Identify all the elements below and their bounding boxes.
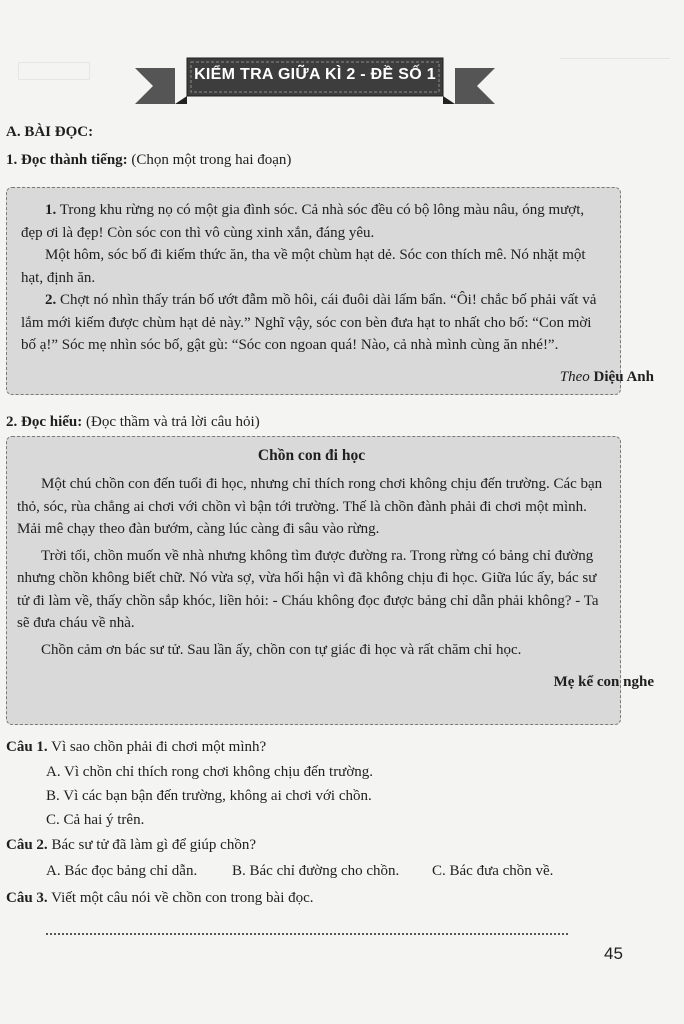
passage-paragraph: 2. Chợt nó nhìn thấy trán bố ướt đẫm mồ hôi, cái đuôi dài lấm bẩn. “Ôi! chắc bố phải vất vả lắm mới kiếm được chùm hạt dẻ này.” Nghĩ vậy, sóc con bèn đưa hạt to nhất cho bố: “Con mời bố ạ!” Sóc mẹ nhìn sóc bố, gật gù: “Sóc con ngoan quá! Nào, cả nhà mình cùng ăn nhé!”.: [21, 292, 597, 353]
passage-paragraph: 1. Trong khu rừng nọ có một gia đình sóc. Cả nhà sóc đều có bộ lông màu nâu, óng mượt, đẹp ơi là đẹp! Còn sóc con thì vô cùng xinh xắn, đáng yêu.: [21, 202, 585, 241]
part2-heading: [6, 414, 260, 431]
story-title: Chồn con đi học: [257, 447, 366, 464]
answer-line[interactable]: [46, 933, 568, 935]
question-1: Câu 1. Vì sao chồn phải đi chơi một mình?: [6, 739, 267, 755]
story-source: Mẹ kể con nghe: [553, 674, 654, 690]
q2-option-a: A. Bác đọc bảng chỉ dẫn.: [46, 863, 198, 879]
q1-option-a: A. Vì chồn chỉ thích rong chơi không chịu đến trường.: [46, 764, 373, 780]
q1-option-b: B. Vì các bạn bận đến trường, không ai chơi với chồn.: [46, 788, 372, 804]
part2-note: (Đọc thầm và trả lời câu hỏi): [86, 414, 260, 430]
passage-paragraph: Một hôm, sóc bố đi kiếm thức ăn, tha về một chùm hạt dẻ. Sóc con thích mê. Nó nhặt một hạt, định ăn.: [21, 247, 586, 286]
q2-option-c: C. Bác đưa chồn về.: [432, 863, 554, 879]
page-number: 45: [604, 944, 623, 963]
story-paragraph: Chồn cảm ơn bác sư tử. Sau lần ấy, chồn con tự giác đi học và rất chăm chỉ học.: [41, 641, 522, 658]
part1-note: (Chọn một trong hai đoạn): [131, 152, 292, 168]
q1-option-c: C. Cả hai ý trên.: [46, 812, 145, 828]
title-banner: [135, 52, 495, 108]
passage-author: Theo Diệu Anh: [559, 369, 654, 385]
story-paragraph: Một chú chồn con đến tuổi đi học, nhưng chỉ thích rong chơi không chịu đến trường. Các bạn thỏ, sóc, rùa chẳng ai chơi với chồn vì bận tới trường. Thế là chồn đành phải đi chơi một mình. Mải mê chạy theo đàn bướm, càng lúc càng đi sâu vào rừng.: [17, 476, 603, 537]
bleed-through-text: [560, 58, 670, 69]
banner-title: KIỂM TRA GIỮA KÌ 2 - ĐỀ SỐ 1: [194, 66, 436, 83]
question-3: Câu 3. Viết một câu nói về chồn con trong bài đọc.: [6, 890, 314, 906]
bleed-through-box: [18, 62, 90, 80]
comprehension-passage-box: [6, 436, 621, 725]
part1-label: 1. Đọc thành tiếng:: [6, 152, 128, 168]
reading-passage-box: [6, 187, 621, 395]
part2-label: 2. Đọc hiểu:: [6, 414, 83, 430]
section-heading: A. BÀI ĐỌC:: [6, 124, 94, 140]
story-paragraph: Trời tối, chồn muốn về nhà nhưng không tìm được đường ra. Trong rừng có bảng chỉ đường nhưng chồn không biết chữ. Nó vừa sợ, vừa hối hận vì đã không chịu đi học. Giữa lúc ấy, bác sư tử đi làm về, thấy chồn sắp khóc, liền hỏi: - Cháu không đọc được bảng chỉ dẫn phải không? - Ta sẽ đưa cháu về nhà.: [17, 547, 599, 631]
part1-heading: [6, 152, 291, 169]
q2-option-b: B. Bác chỉ đường cho chồn.: [232, 863, 400, 879]
question-2: Câu 2. Bác sư tử đã làm gì để giúp chồn?: [6, 837, 256, 853]
